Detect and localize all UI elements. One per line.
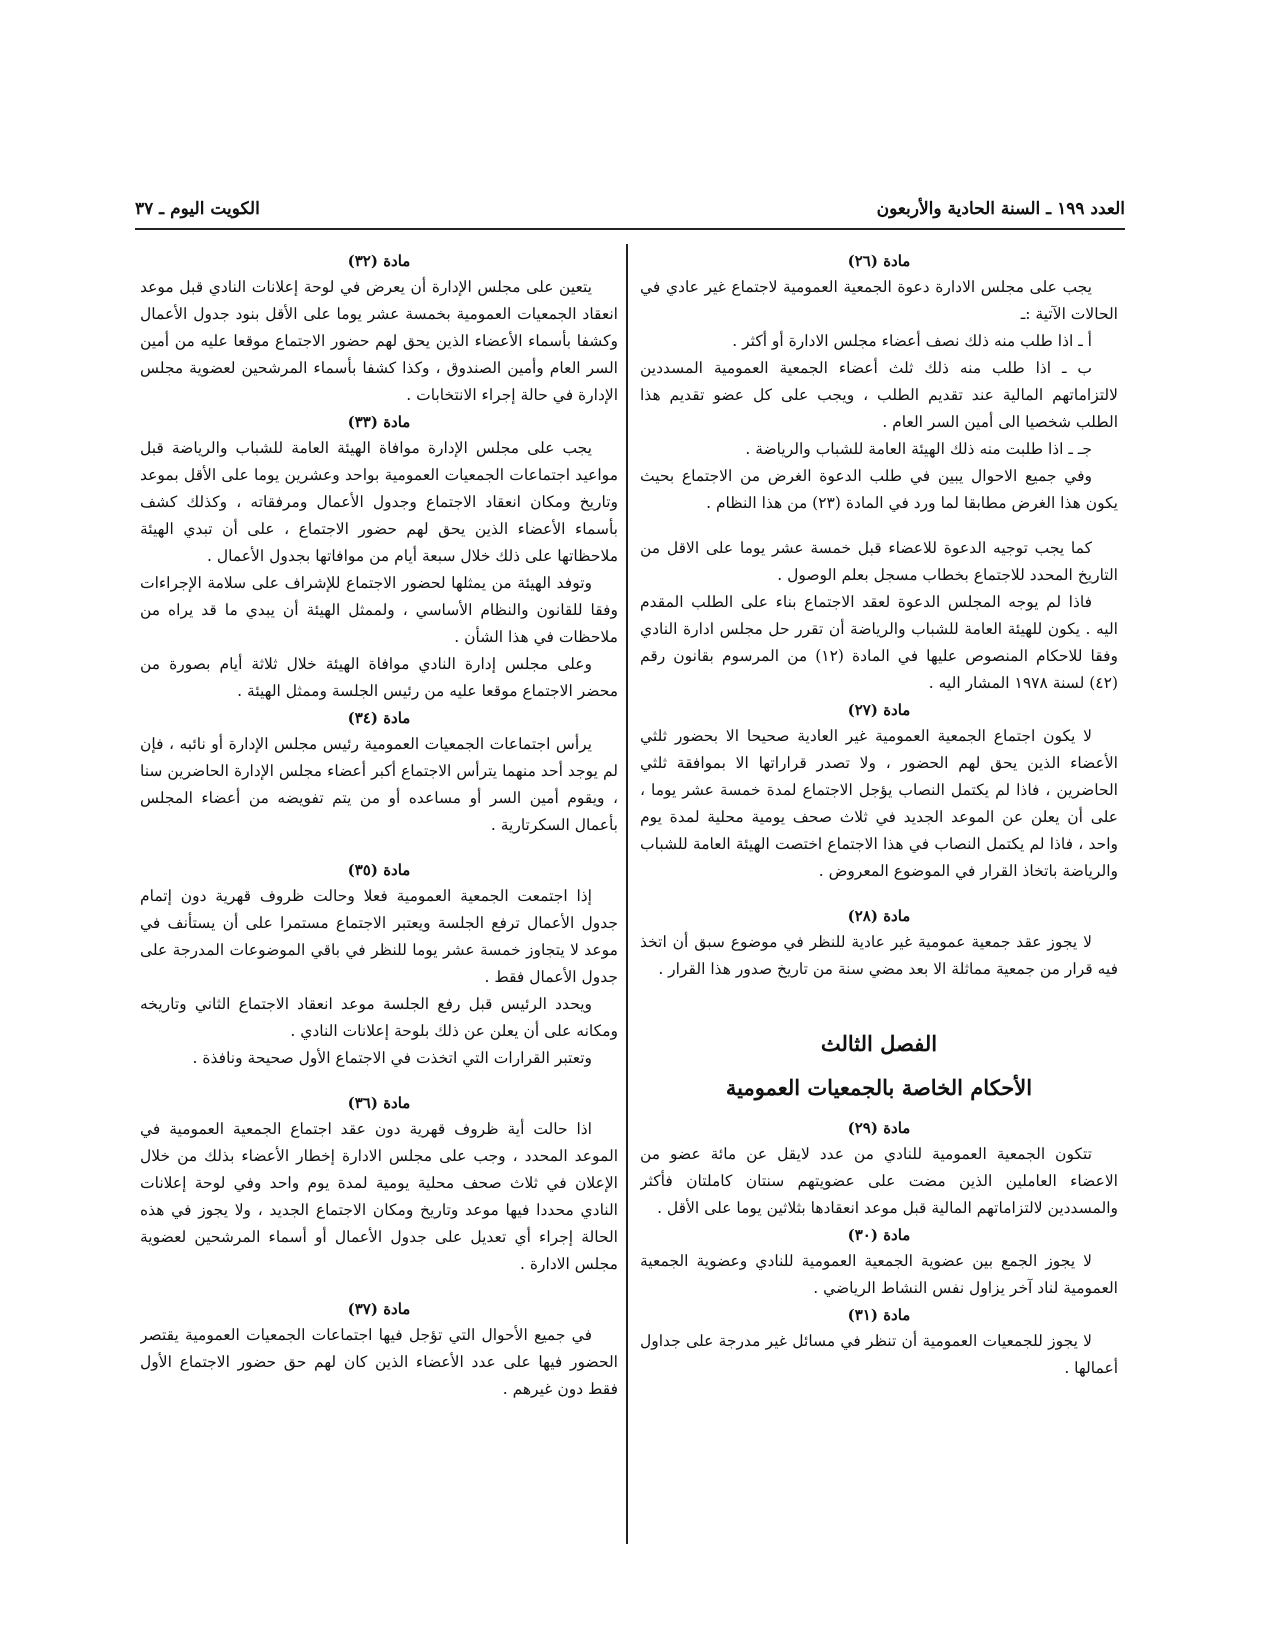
article-31-title: مادة (٣١) bbox=[847, 1306, 911, 1324]
article-33-paragraph-2: وتوفد الهيئة من يمثلها لحضور الاجتماع للإشراف على سلامة الإجراءات وفقا للقانون والنظام الأساسي ، ولممثل الهيئة أن يبدي ما قد يراه من ملاحظات في هذا الشأن . bbox=[140, 574, 618, 646]
article-26-paragraph-4: فاذا لم يوجه المجلس الدعوة لعقد الاجتماع بناء على الطلب المقدم اليه . يكون للهيئة العامة للشباب والرياضة أن تقرر حل مجلس ادارة النادي وفقا للاحكام المنصوص عليها في المادة (١٢) من المرسوم بقانون رقم (٤٢) لسنة ١٩٧٨ المشار اليه . bbox=[640, 593, 1118, 692]
article-27-text: لا يكون اجتماع الجمعية العمومية غير العادية صحيحا الا بحضور ثلثي الأعضاء الذين يحق لهم الحضور ، ولا تصدر قراراتها الا بموافقة ثلثي الحاضرين ، فاذا لم يكتمل النصاب يؤجل الاجتماع لمدة خمسة عشر يوما ، على أن يعلن عن الموعد الجديد في ثلاث صحف يومية محلية لمدة يوم واحد ، فاذا لم يكتمل النصاب في هذا الاجتماع اختصت الهيئة العامة للشباب والرياضة باتخاذ القرار في الموضوع المعروض . bbox=[640, 727, 1118, 880]
article-26-paragraph-2: وفي جميع الاحوال يبين في طلب الدعوة الغرض من الاجتماع بحيث يكون هذا الغرض مطابقا لما ورد في المادة (٢٣) من هذا النظام . bbox=[640, 467, 1118, 512]
article-26-intro: يجب على مجلس الادارة دعوة الجمعية العمومية لاجتماع غير عادي في الحالات الآتية :ـ bbox=[640, 278, 1118, 323]
article-35-title: مادة (٣٥) bbox=[347, 861, 411, 879]
page-header bbox=[135, 198, 1125, 220]
article-26-item-a: أ ـ اذا طلب منه ذلك نصف أعضاء مجلس الادارة أو أكثر . bbox=[732, 332, 1092, 350]
right-column bbox=[640, 248, 1118, 1548]
article-34-title: مادة (٣٤) bbox=[347, 709, 411, 727]
article-27-title: مادة (٢٧) bbox=[847, 701, 911, 719]
article-35-paragraph-1: إذا اجتمعت الجمعية العمومية فعلا وحالت ظروف قهرية دون إتمام جدول الأعمال ترفع الجلسة ويعتبر الاجتماع مستمرا على أن يستأنف في موعد لا يتجاوز خمسة عشر يوما للنظر في باقي الموضوعات المدرجة على جدول الأعمال فقط . bbox=[140, 887, 618, 986]
article-35-paragraph-3: وتعتبر القرارات التي اتخذت في الاجتماع الأول صحيحة ونافذة . bbox=[192, 1049, 592, 1067]
article-32-title: مادة (٣٢) bbox=[347, 252, 411, 270]
header-divider bbox=[135, 228, 1125, 230]
article-33-paragraph-3: وعلى مجلس إدارة النادي موافاة الهيئة خلال ثلاثة أيام بصورة من محضر الاجتماع موقعا عليه من رئيس الجلسة وممثل الهيئة . bbox=[140, 655, 618, 700]
article-35-paragraph-2: ويحدد الرئيس قبل رفع الجلسة موعد انعقاد الاجتماع الثاني وتاريخه ومكانه على أن يعلن عن ذلك بلوحة إعلانات النادي . bbox=[140, 995, 618, 1040]
article-29-text: تتكون الجمعية العمومية للنادي من عدد لايقل عن مائة عضو من الاعضاء العاملين الذين مضت على عضويتهم سنتان كاملتان فأكثر والمسددين لالتزاماتهم المالية قبل موعد انعقادها بثلاثين يوما على الأقل . bbox=[640, 1145, 1118, 1217]
issue-info: العدد ١٩٩ ـ السنة الحادية والأربعون bbox=[876, 199, 1125, 219]
article-26-item-b: ب ـ اذا طلب منه ذلك ثلث أعضاء الجمعية العمومية المسددين لالتزاماتهم المالية عند تقديم الطلب ، ويجب على كل عضو تقديم هذا الطلب شخصيا الى أمين السر العام . bbox=[640, 359, 1118, 431]
article-28-title: مادة (٢٨) bbox=[847, 907, 911, 925]
left-column bbox=[140, 248, 618, 1548]
article-28-text: لا يجوز عقد جمعية عمومية غير عادية للنظر في موضوع سبق أن اتخذ فيه قرار من جمعية مماثلة الا بعد مضي سنة من تاريخ صدور هذا القرار . bbox=[640, 933, 1118, 978]
article-30-text: لا يجوز الجمع بين عضوية الجمعية العمومية للنادي وعضوية الجمعية العمومية لناد آخر يزاول نفس النشاط الرياضي . bbox=[640, 1252, 1118, 1297]
article-26-item-c: جـ ـ اذا طلبت منه ذلك الهيئة العامة للشباب والرياضة . bbox=[745, 440, 1092, 458]
article-30-title: مادة (٣٠) bbox=[847, 1226, 911, 1244]
column-divider bbox=[626, 244, 628, 1544]
article-33-paragraph-1: يجب على مجلس الإدارة موافاة الهيئة العامة للشباب والرياضة قبل مواعيد اجتماعات الجمعيات العمومية بواحد وعشرين يوما على الأقل بموعد وتاريخ ومكان انعقاد الاجتماع وجدول الأعمال ومرفقاته ، وكذلك كشف بأسماء الأعضاء الذين يحق لهم حضور الاجتماع ، على أن تبدي الهيئة ملاحظاتها على ذلك خلال سبعة أيام من موافاتها بجدول الأعمال . bbox=[140, 439, 618, 565]
chapter-heading: الفصل الثالث bbox=[820, 1031, 938, 1056]
publication-page-number: الكويت اليوم ـ ٣٧ bbox=[135, 199, 260, 219]
article-37-title: مادة (٣٧) bbox=[347, 1300, 411, 1318]
article-36-title: مادة (٣٦) bbox=[347, 1094, 411, 1112]
article-34-text: يرأس اجتماعات الجمعيات العمومية رئيس مجلس الإدارة أو نائبه ، فإن لم يوجد أحد منهما يترأس الاجتماع أكبر أعضاء مجلس الإدارة الحاضرين سنا ، ويقوم أمين السر أو مساعده أو من يتم تفويضه من أعضاء المجلس بأعمال السكرتارية . bbox=[140, 735, 618, 834]
chapter-subheading: الأحكام الخاصة بالجمعيات العمومية bbox=[725, 1075, 1033, 1100]
article-33-title: مادة (٣٣) bbox=[347, 413, 411, 431]
article-36-text: اذا حالت أية ظروف قهرية دون عقد اجتماع الجمعية العمومية في الموعد المحدد ، وجب على مجلس الادارة إخطار الأعضاء بذلك من خلال الإعلان في ثلاث صحف محلية يومية لمدة يوم واحد وفي لوحة إعلانات النادي محددا فيها موعد وتاريخ ومكان الاجتماع الجديد ، ولا يجوز في هذه الحالة إجراء أي تعديل على جدول الأعمال أو أسماء المرشحين لعضوية مجلس الادارة . bbox=[140, 1120, 618, 1273]
article-26-title: مادة (٢٦) bbox=[847, 252, 911, 270]
article-26-paragraph-3: كما يجب توجيه الدعوة للاعضاء قبل خمسة عشر يوما على الاقل من التاريخ المحدد للاجتماع بخطاب مسجل بعلم الوصول . bbox=[640, 539, 1118, 584]
article-29-title: مادة (٢٩) bbox=[847, 1119, 911, 1137]
article-31-text: لا يجوز للجمعيات العمومية أن تنظر في مسائل غير مدرجة على جداول أعمالها . bbox=[640, 1332, 1118, 1377]
article-37-text: في جميع الأحوال التي تؤجل فيها اجتماعات الجمعيات العمومية يقتصر الحضور فيها على عدد الأعضاء الذين كان لهم حق حضور الاجتماع الأول فقط دون غيرهم . bbox=[140, 1326, 618, 1398]
article-32-text: يتعين على مجلس الإدارة أن يعرض في لوحة إعلانات النادي قبل موعد انعقاد الجمعيات العمومية بخمسة عشر يوما على الأقل بنود جدول الأعمال وكشفا بأسماء الأعضاء الذين يحق لهم حضور الاجتماع موقعا عليه من أمين السر العام وأمين الصندوق ، وكذا كشفا بأسماء المرشحين لعضوية مجلس الإدارة في حالة إجراء الانتخابات . bbox=[140, 278, 618, 404]
